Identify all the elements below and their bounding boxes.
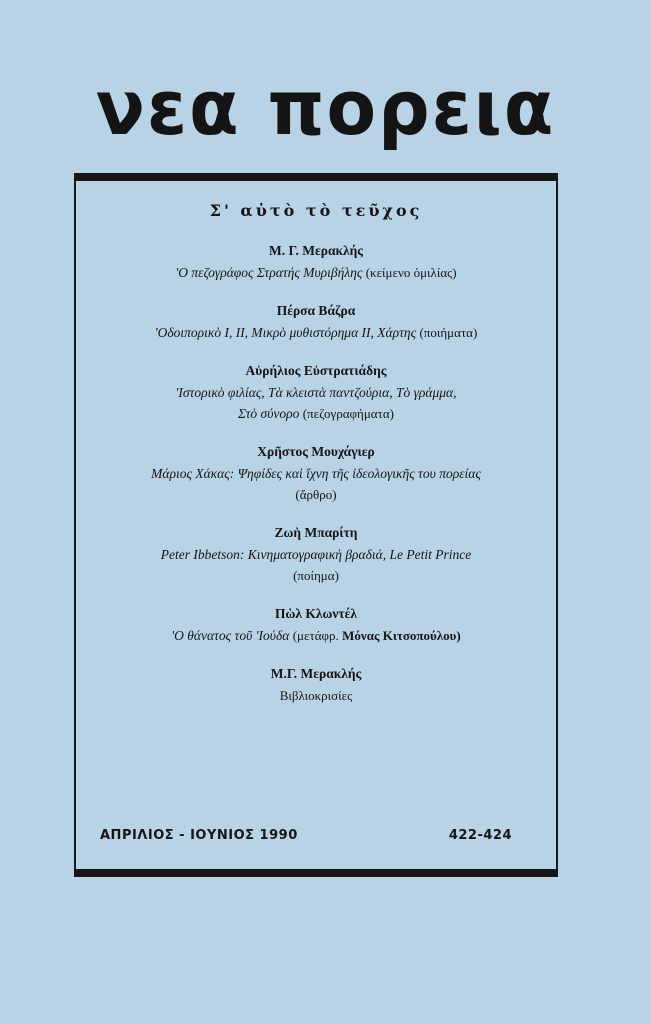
magazine-title: νεα πορεια: [95, 63, 556, 152]
entry-note: (κείμενο ὁμιλίας): [365, 265, 457, 280]
entry-note: (πεζογραφήματα): [302, 406, 394, 421]
entry-author: Πὼλ Κλωντέλ: [274, 606, 358, 621]
entry-title: 'Ο θάνατος τοῦ 'Ιούδα: [171, 628, 290, 643]
entry-title: 'Ιστορικὸ φιλίας, Τὰ κλειστὰ παντζούρια, Τὸ γράμμα,: [175, 385, 457, 400]
entry-title: Peter Ibbetson: Κινηματογραφικὴ βραδιά, Le Petit Prince: [160, 547, 472, 562]
entry-title: 'Οδοιπορικὸ Ι, ΙΙ, Μικρὸ μυθιστόρημα ΙΙ, Χάρτης: [154, 325, 417, 340]
entry-translator: Μόνας Κιτσοπούλου): [342, 628, 461, 643]
entry-work: [76, 382, 556, 424]
entry-work: [76, 463, 556, 505]
contents-entry: [76, 360, 556, 424]
entry-work: [76, 322, 556, 343]
table-of-contents: [76, 200, 556, 723]
contents-entry: [76, 300, 556, 343]
contents-entry: [76, 603, 556, 646]
entry-author: Μ.Γ. Μερακλής: [270, 666, 362, 681]
entry-author: Πέρσα Βάζρα: [276, 303, 356, 318]
bottom-rule: [74, 869, 558, 877]
entry-work: [76, 262, 556, 283]
entry-note: (ἄρθρο): [295, 487, 337, 502]
contents-heading: Σ' αὐτὸ τὸ τεῦχος: [209, 201, 423, 220]
entry-note: (μετάφρ.: [292, 628, 339, 643]
entry-author: Ζωὴ Μπαρίτη: [274, 525, 358, 540]
entry-title: Μάριος Χάκας: Ψηφίδες καὶ ἴχνη τῆς ἰδεολογικῆς του πορείας: [151, 466, 481, 481]
entry-note: (ποιήματα): [419, 325, 478, 340]
contents-entry: [76, 663, 556, 706]
entry-work: [76, 625, 556, 646]
entry-title: 'Ο πεζογράφος Στρατής Μυριβήλης: [175, 265, 363, 280]
entry-author: Χρῆστος Μουχάγιερ: [257, 444, 375, 459]
entry-note: Βιβλιοκρισίες: [279, 688, 353, 703]
issue-date: ΑΠΡΙΛΙΟΣ - ΙΟΥΝΙΟΣ 1990: [100, 828, 298, 843]
contents-entry: [76, 240, 556, 283]
entry-title-continued: Στὸ σύνορο: [238, 406, 300, 421]
entry-author: Μ. Γ. Μερακλής: [269, 243, 363, 258]
contents-entry: [76, 441, 556, 505]
entry-author: Αὐρήλιος Εὐστρατιάδης: [245, 363, 387, 378]
contents-entry: [76, 522, 556, 586]
entry-work: [76, 544, 556, 586]
entry-note: (ποίημα): [293, 568, 339, 583]
issue-number: 422-424: [448, 828, 512, 843]
